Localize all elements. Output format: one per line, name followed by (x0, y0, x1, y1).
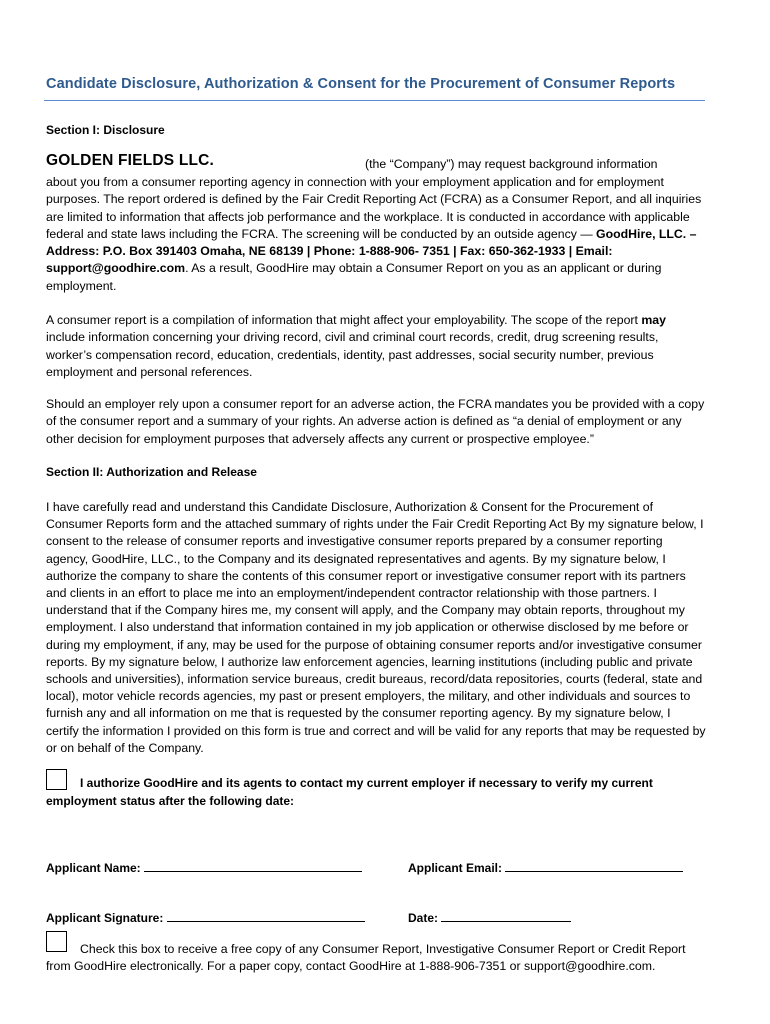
disclosure-text-b: . As a result, GoodHire may obtain a Consumer Report on you as an applicant or during employment. (46, 261, 662, 293)
authorization-paragraph: I have carefully read and understand this Candidate Disclosure, Authorization & Consent for the Procurement of Consumer Reports form and the attached summary of rights under the Fair Credit Reporting Act By my signature below, I consent to the release of consumer reports and investigative consumer reports prepared by a consumer reporting agency, GoodHire, LLC., to the Company and its designated representatives and agents. By my signature below, I authorize the company to share the contents of this consumer report or investigative consumer report with its partners and clients in an effort to place me into an employment/independent contractor relationship with those partners. I understand that if the Company hires me, my consent will apply, and the Company may obtain reports, throughout my employment. I also understand that information contained in my job application or otherwise disclosed by me before or during my employment, if any, may be used for the purpose of obtaining consumer reports and/or investigative consumer reports. By my signature below, I authorize law enforcement agencies, learning institutions (including public and private schools and universities), information service bureaus, credit bureaus, record/data repositories, courts (federal, state and local), motor vehicle records agencies, my past or present employers, the military, and other individuals and sources to furnish any and all information on me that is requested by the consumer reporting agency. By my signature below, I certify the information I provided on this form is true and correct and will be valid for any reports that may be requested by or on behalf of the Company. (46, 500, 706, 755)
consumer-report-paragraph (46, 312, 706, 381)
free-copy-checkbox[interactable] (46, 931, 67, 952)
free-copy-line2: from GoodHire electronically. For a paper copy, contact GoodHire at 1-888-906-7351 or support@goodhire.com. (46, 959, 656, 973)
disclosure-paragraph (46, 174, 706, 295)
section-2-heading: Section II: Authorization and Release (46, 465, 257, 479)
company-name-field[interactable]: GOLDEN FIELDS LLC. (46, 152, 215, 169)
date-input[interactable] (441, 909, 571, 922)
applicant-name-label: Applicant Name: (46, 861, 141, 875)
applicant-signature-input[interactable] (167, 909, 365, 922)
form-title: Candidate Disclosure, Authorization & Consent for the Procurement of Consumer Reports (46, 76, 676, 92)
adverse-action-paragraph: Should an employer rely upon a consumer report for an adverse action, the FCRA mandates you be provided with a copy of the consumer report and a summary of your rights. An adverse action is defined as “a denial of employment or any other decision for employment purposes that adversely affects any current or prospective employee.” (46, 397, 705, 446)
free-copy-line1: Check this box to receive a free copy of any Consumer Report, Investigative Consumer Report or Credit Report (80, 942, 686, 956)
may-emphasis: may (641, 313, 666, 327)
company-intro-text: (the “Company”) may request background information (365, 157, 658, 171)
consumer-report-text-b: include information concerning your driving record, civil and criminal court records, credit, drug screening results, worker’s compensation record, education, credentials, identity, past addresses, social security number, previous employment and personal references. (46, 330, 659, 379)
date-row (408, 909, 571, 925)
consumer-report-text-a: A consumer report is a compilation of information that might affect your employability. The scope of the report (46, 313, 638, 327)
date-label: Date: (408, 911, 439, 925)
section-1-heading: Section I: Disclosure (46, 123, 165, 137)
applicant-name-input[interactable] (144, 859, 362, 872)
applicant-signature-label: Applicant Signature: (46, 911, 164, 925)
applicant-name-row (46, 859, 362, 875)
goodhire-contact-info: GoodHire, LLC. – Address: P.O. Box 391403 Omaha, NE 68139 | Phone: 1-888-906- 7351 | Fax: 650-362-1933 | Email: support@goodhire.com (46, 226, 697, 276)
applicant-email-input[interactable] (505, 859, 683, 872)
disclosure-text-a: about you from a consumer reporting agency in connection with your employment application and for employment purposes. The report ordered is defined by the Fair Credit Reporting Act (FCRA) as a Consumer Report, and all inquiries are limited to information that affects job performance and the workplace. It is conducted in accordance with applicable federal and state laws including the FCRA. The screening will be conducted by an outside agency — (46, 175, 702, 241)
applicant-email-row (408, 859, 683, 875)
employer-contact-label-line1: I authorize GoodHire and its agents to contact my current employer if necessary to verify my current (80, 776, 653, 790)
employer-contact-checkbox[interactable] (46, 769, 67, 790)
title-divider (44, 100, 705, 101)
applicant-signature-row (46, 909, 365, 925)
applicant-email-label: Applicant Email: (408, 861, 503, 875)
employer-contact-label-line2: employment status after the following date: (46, 794, 295, 808)
